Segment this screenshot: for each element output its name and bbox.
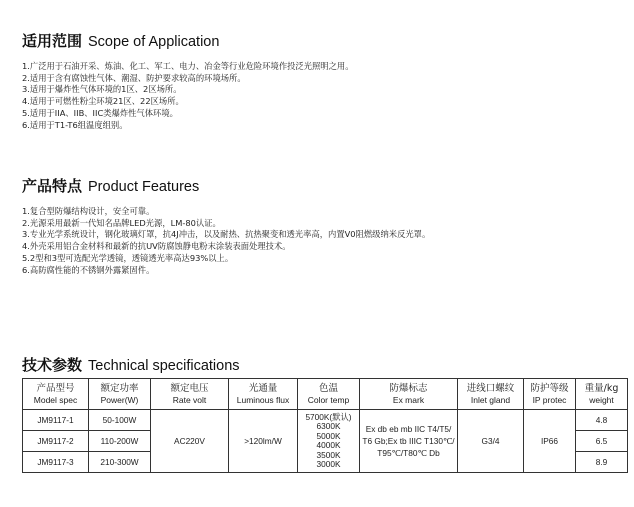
header-weight: 重量/kg weight xyxy=(576,379,628,410)
header-model: 产品型号 Model spec xyxy=(23,379,89,410)
scope-heading xyxy=(22,30,354,51)
list-item: 6.适用于T1-T6组温度组别。 xyxy=(22,119,128,130)
features-list xyxy=(22,206,430,276)
scope-section xyxy=(22,30,354,131)
color-temp-value: 6300K xyxy=(316,421,341,431)
color-temp-value: 3500K xyxy=(316,449,341,460)
cell-model: JM9117-2 xyxy=(23,431,89,452)
features-section xyxy=(22,175,430,276)
spec-table xyxy=(22,378,628,473)
cell-power: 210-300W xyxy=(89,452,151,473)
color-temp-value: 3000K xyxy=(316,459,341,469)
cell-voltage: AC220V xyxy=(151,410,229,473)
cell-model: JM9117-3 xyxy=(23,452,89,473)
list-item: 4.适用于可燃性粉尘环境21区、22区场所。 xyxy=(22,96,184,107)
tech-heading xyxy=(22,354,240,375)
scope-list xyxy=(22,61,354,131)
color-temp-value: 5000K xyxy=(316,430,341,441)
header-power: 额定功率 Power(W) xyxy=(89,379,151,410)
list-item: 3.专业光学系统设计，钢化玻璃灯罩，抗4J冲击，以及耐热、抗热聚变和透光率高，内置V0阻燃级纳米反光罩。 xyxy=(22,229,431,240)
cell-model: JM9117-1 xyxy=(23,410,89,431)
table-row xyxy=(23,410,628,431)
features-heading xyxy=(22,175,430,196)
cell-weight: 6.5 xyxy=(576,431,628,452)
cell-flux: >120lm/W xyxy=(229,410,298,473)
header-inlet: 进线口螺纹 Inlet gland xyxy=(458,379,524,410)
header-ex-mark: 防爆标志 Ex mark xyxy=(360,379,458,410)
list-item: 3.适用于爆炸性气体环境的1区、2区场所。 xyxy=(22,84,182,95)
cell-ex-mark xyxy=(360,410,458,473)
ex-mark-line: Ex db eb mb IIC T4/T5/ xyxy=(365,424,452,434)
list-item: 2.光源采用最新一代知名品牌LED光源，LM-80认证。 xyxy=(22,217,221,228)
ex-mark-line: T95℃/T80℃ Db xyxy=(377,448,440,458)
color-temp-value: 5700K(默认) xyxy=(305,411,352,422)
features-title-en: Product Features xyxy=(88,179,200,195)
features-title-cn: 产品特点 xyxy=(22,177,83,195)
ex-mark-line: T6 Gb;Ex tb IIIC T130℃/ xyxy=(362,436,455,446)
header-flux: 光通量 Luminous flux xyxy=(229,379,298,410)
cell-power: 110-200W xyxy=(89,431,151,452)
scope-title-cn: 适用范围 xyxy=(22,32,83,50)
cell-color-temp xyxy=(298,410,360,473)
list-item: 5.适用于IIA、IIB、IIC类爆炸性气体环境。 xyxy=(22,107,178,118)
tech-title-en: Technical specifications xyxy=(88,358,240,374)
list-item: 2.适用于含有腐蚀性气体、潮湿、防护要求较高的环境场所。 xyxy=(22,72,246,83)
scope-title-en: Scope of Application xyxy=(88,34,220,50)
list-item: 1.复合型防爆结构设计，安全可靠。 xyxy=(22,206,155,216)
list-item: 6.高防腐性能的不锈钢外露紧固件。 xyxy=(22,264,155,275)
cell-ip: IP66 xyxy=(524,410,576,473)
cell-power: 50-100W xyxy=(89,410,151,431)
tech-section xyxy=(22,354,240,375)
header-voltage: 额定电压 Rate volt xyxy=(151,379,229,410)
cell-weight: 8.9 xyxy=(576,452,628,473)
cell-inlet: G3/4 xyxy=(458,410,524,473)
header-ip: 防护等级 IP protec xyxy=(524,379,576,410)
cell-weight: 4.8 xyxy=(576,410,628,431)
list-item: 1.广泛用于石油开采、炼油、化工、军工、电力、冶金等行业危险环境作投泛光照明之用。 xyxy=(22,61,354,71)
list-item: 4.外壳采用铝合金材料和最新的抗UV防腐蚀静电粉末涂装表面处理技术。 xyxy=(22,241,291,252)
list-item: 5.2型和3型可选配光学透镜，透镜透光率高达93%以上。 xyxy=(22,252,234,263)
tech-title-cn: 技术参数 xyxy=(22,356,83,374)
table-header-row xyxy=(23,379,628,410)
color-temp-value: 4000K xyxy=(316,440,341,450)
header-color-temp: 色温 Color temp xyxy=(298,379,360,410)
